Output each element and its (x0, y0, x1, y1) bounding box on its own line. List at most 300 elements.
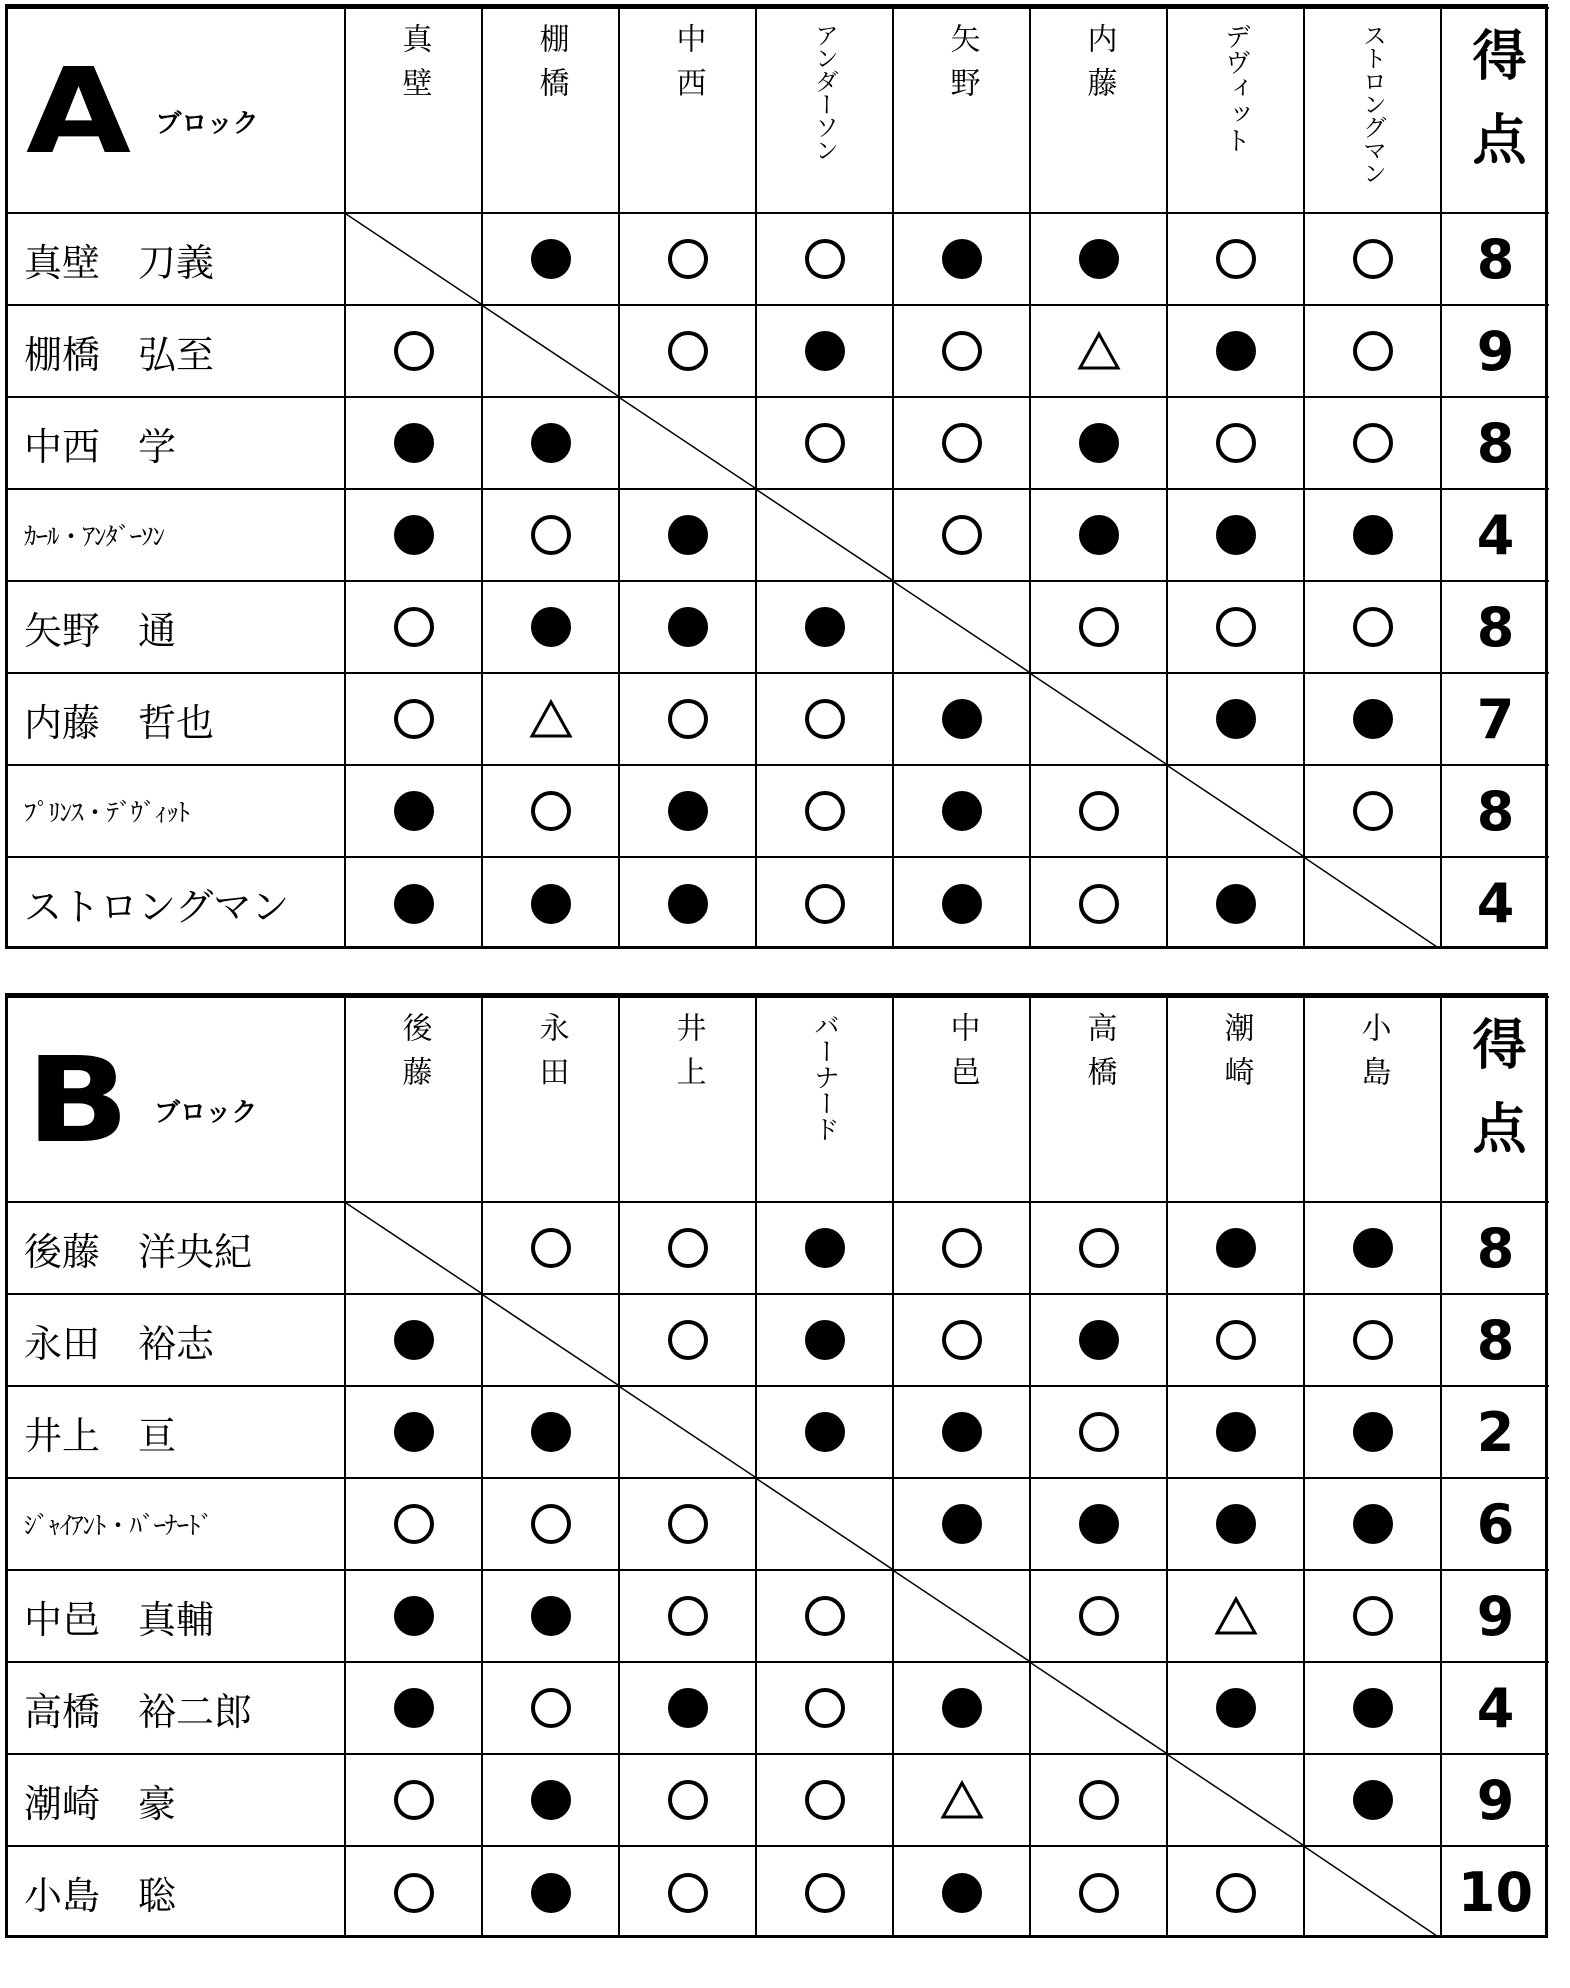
opponent-name: ストロングマン (1358, 23, 1387, 184)
result-cell (619, 1754, 756, 1846)
black-circle-icon (1079, 1504, 1119, 1544)
black-circle-icon (531, 1873, 571, 1913)
result-cell (345, 1570, 482, 1662)
white-circle-icon (394, 699, 434, 739)
black-circle-icon (942, 1873, 982, 1913)
diagonal-line (483, 1295, 618, 1385)
result-cell (345, 857, 482, 949)
opponent-header (1167, 8, 1304, 213)
result-cell (893, 489, 1030, 581)
opponent-name: 内藤 (1081, 23, 1117, 111)
result-cell (345, 1846, 482, 1938)
white-circle-icon (531, 1688, 571, 1728)
result-cell (619, 857, 756, 949)
wrestler-name: 後藤 洋央紀 (8, 1202, 345, 1294)
black-circle-icon (531, 239, 571, 279)
result-cell (1167, 673, 1304, 765)
opponent-header (345, 997, 482, 1202)
result-cell (756, 765, 893, 857)
diagonal-line (620, 398, 755, 488)
white-circle-icon (942, 331, 982, 371)
result-cell (1304, 489, 1441, 581)
diagonal-line (1168, 1755, 1303, 1845)
result-cell (482, 1202, 619, 1294)
result-cell (1030, 489, 1167, 581)
diagonal-line (894, 582, 1029, 672)
diagonal-line (757, 1479, 892, 1569)
white-circle-icon (1079, 791, 1119, 831)
score-header-label: 得点 (1464, 27, 1527, 195)
result-cell (482, 765, 619, 857)
black-circle-icon (531, 423, 571, 463)
white-circle-icon (805, 884, 845, 924)
result-cell (1167, 1570, 1304, 1662)
self-match-cell (345, 1202, 482, 1294)
white-circle-icon (668, 1320, 708, 1360)
white-circle-icon (531, 515, 571, 555)
white-circle-icon (942, 423, 982, 463)
result-cell (893, 1386, 1030, 1478)
wrestler-row (8, 1294, 1549, 1386)
result-cell (619, 213, 756, 305)
result-cell (1167, 857, 1304, 949)
result-cell (482, 1846, 619, 1938)
result-cell (482, 673, 619, 765)
result-cell (893, 857, 1030, 949)
opponent-name: 永田 (533, 1012, 569, 1100)
result-cell (893, 397, 1030, 489)
white-circle-icon (805, 699, 845, 739)
score-value: 10 (1441, 1846, 1549, 1938)
score-value: 8 (1441, 581, 1549, 673)
white-circle-icon (805, 1780, 845, 1820)
wrestler-row (8, 305, 1549, 397)
opponent-name: 真壁 (396, 23, 432, 111)
result-cell (1030, 765, 1167, 857)
black-circle-icon (805, 607, 845, 647)
black-circle-icon (394, 423, 434, 463)
black-circle-icon (805, 331, 845, 371)
result-cell (482, 397, 619, 489)
diagonal-line (1305, 1847, 1440, 1938)
result-cell (619, 489, 756, 581)
result-cell (756, 1202, 893, 1294)
black-circle-icon (942, 1504, 982, 1544)
result-cell (1304, 765, 1441, 857)
score-value: 9 (1441, 305, 1549, 397)
result-cell (1167, 305, 1304, 397)
result-cell (1304, 305, 1441, 397)
white-circle-icon (805, 423, 845, 463)
result-cell (482, 1386, 619, 1478)
opponent-header (893, 8, 1030, 213)
wrestler-name: 中邑 真輔 (8, 1570, 345, 1662)
score-value: 8 (1441, 1294, 1549, 1386)
white-circle-icon (668, 1873, 708, 1913)
result-cell (345, 305, 482, 397)
result-cell (619, 1294, 756, 1386)
black-circle-icon (1216, 1688, 1256, 1728)
score-header (1441, 8, 1549, 213)
score-value: 7 (1441, 673, 1549, 765)
opponent-header (619, 997, 756, 1202)
black-circle-icon (1079, 1320, 1119, 1360)
diagonal-line (346, 214, 481, 304)
wrestler-name: 永田 裕志 (8, 1294, 345, 1386)
black-circle-icon (1216, 1228, 1256, 1268)
triangle-icon (940, 1780, 984, 1820)
result-cell (756, 857, 893, 949)
wrestler-row (8, 1386, 1549, 1478)
opponent-header (345, 8, 482, 213)
black-circle-icon (668, 884, 708, 924)
diagonal-line (620, 1387, 755, 1477)
result-cell (619, 765, 756, 857)
score-value: 8 (1441, 765, 1549, 857)
black-circle-icon (394, 515, 434, 555)
score-value: 9 (1441, 1754, 1549, 1846)
black-circle-icon (805, 1228, 845, 1268)
opponent-header (893, 997, 1030, 1202)
result-cell (619, 1662, 756, 1754)
opponent-name: 高橋 (1081, 1012, 1117, 1100)
result-cell (619, 305, 756, 397)
self-match-cell (1167, 765, 1304, 857)
white-circle-icon (1216, 423, 1256, 463)
black-circle-icon (942, 884, 982, 924)
result-cell (893, 765, 1030, 857)
white-circle-icon (668, 1780, 708, 1820)
white-circle-icon (1079, 884, 1119, 924)
opponent-name: 矢野 (944, 23, 980, 111)
opponent-name: アンダーソン (810, 23, 839, 161)
black-circle-icon (942, 1688, 982, 1728)
white-circle-icon (805, 791, 845, 831)
black-circle-icon (805, 1320, 845, 1360)
result-cell (619, 1202, 756, 1294)
result-cell (1304, 1386, 1441, 1478)
white-circle-icon (1216, 1873, 1256, 1913)
result-cell (1304, 1570, 1441, 1662)
diagonal-line (757, 490, 892, 580)
self-match-cell (756, 489, 893, 581)
result-cell (1167, 1386, 1304, 1478)
result-cell (756, 1386, 893, 1478)
black-circle-icon (668, 791, 708, 831)
black-circle-icon (394, 1688, 434, 1728)
self-match-cell (893, 581, 1030, 673)
result-cell (1304, 397, 1441, 489)
result-cell (345, 1478, 482, 1570)
result-cell (893, 1754, 1030, 1846)
result-cell (893, 1294, 1030, 1386)
score-value: 4 (1441, 489, 1549, 581)
white-circle-icon (531, 1504, 571, 1544)
result-cell (1304, 1662, 1441, 1754)
white-circle-icon (942, 1228, 982, 1268)
black-circle-icon (394, 791, 434, 831)
score-header (1441, 997, 1549, 1202)
black-circle-icon (1079, 239, 1119, 279)
result-cell (893, 1478, 1030, 1570)
result-cell (756, 1570, 893, 1662)
wrestler-name: 井上 亘 (8, 1386, 345, 1478)
black-circle-icon (1353, 515, 1393, 555)
header-row (8, 997, 1549, 1202)
black-circle-icon (805, 1412, 845, 1452)
self-match-cell (482, 1294, 619, 1386)
result-cell (1167, 1202, 1304, 1294)
wrestler-row (8, 1478, 1549, 1570)
opponent-header (619, 8, 756, 213)
wrestler-row (8, 765, 1549, 857)
self-match-cell (345, 213, 482, 305)
black-circle-icon (668, 607, 708, 647)
black-circle-icon (531, 1412, 571, 1452)
black-circle-icon (668, 515, 708, 555)
result-cell (345, 489, 482, 581)
white-circle-icon (668, 1504, 708, 1544)
wrestler-name: 高橋 裕二郎 (8, 1662, 345, 1754)
black-circle-icon (1353, 1688, 1393, 1728)
self-match-cell (893, 1570, 1030, 1662)
result-cell (482, 489, 619, 581)
result-cell (1030, 1202, 1167, 1294)
diagonal-line (1031, 1663, 1166, 1753)
self-match-cell (482, 305, 619, 397)
score-value: 6 (1441, 1478, 1549, 1570)
black-circle-icon (1353, 1228, 1393, 1268)
black-circle-icon (531, 1780, 571, 1820)
black-circle-icon (1079, 515, 1119, 555)
wrestler-row (8, 1846, 1549, 1938)
black-circle-icon (1353, 699, 1393, 739)
diagonal-line (894, 1571, 1029, 1661)
black-circle-icon (942, 699, 982, 739)
white-circle-icon (531, 791, 571, 831)
opponent-name: 後藤 (396, 1012, 432, 1100)
result-cell (1167, 489, 1304, 581)
result-cell (756, 305, 893, 397)
result-cell (1030, 1478, 1167, 1570)
block-suffix: ブロック (153, 1098, 258, 1128)
opponent-header (482, 8, 619, 213)
result-cell (1030, 305, 1167, 397)
white-circle-icon (1353, 423, 1393, 463)
diagonal-line (1305, 858, 1440, 949)
white-circle-icon (394, 1504, 434, 1544)
result-cell (1304, 1478, 1441, 1570)
result-cell (1304, 213, 1441, 305)
opponent-name: 棚橋 (533, 23, 569, 111)
wrestler-name: ストロングマン (8, 857, 345, 949)
self-match-cell (619, 397, 756, 489)
white-circle-icon (1079, 1412, 1119, 1452)
opponent-name: 潮崎 (1218, 1012, 1254, 1100)
result-cell (756, 1294, 893, 1386)
white-circle-icon (1216, 239, 1256, 279)
block-a-table (5, 4, 1548, 949)
result-cell (756, 213, 893, 305)
wrestler-row (8, 857, 1549, 949)
wrestler-row (8, 1754, 1549, 1846)
block-title (8, 997, 345, 1202)
result-cell (1030, 1846, 1167, 1938)
opponent-name: デヴィット (1220, 23, 1251, 153)
white-circle-icon (1353, 791, 1393, 831)
result-cell (619, 1478, 756, 1570)
wrestler-row (8, 1570, 1549, 1662)
white-circle-icon (1353, 331, 1393, 371)
diagonal-line (346, 1203, 481, 1293)
black-circle-icon (942, 791, 982, 831)
white-circle-icon (394, 331, 434, 371)
white-circle-icon (1353, 239, 1393, 279)
wrestler-name: 潮崎 豪 (8, 1754, 345, 1846)
diagonal-line (483, 306, 618, 396)
black-circle-icon (394, 884, 434, 924)
black-circle-icon (1216, 515, 1256, 555)
opponent-header (1030, 997, 1167, 1202)
result-cell (756, 581, 893, 673)
result-cell (756, 397, 893, 489)
block-b-table (5, 993, 1548, 1938)
white-circle-icon (1353, 1320, 1393, 1360)
result-cell (1167, 213, 1304, 305)
league-table (8, 7, 1549, 949)
self-match-cell (1304, 1846, 1441, 1938)
black-circle-icon (531, 607, 571, 647)
result-cell (345, 1294, 482, 1386)
result-cell (1030, 213, 1167, 305)
black-circle-icon (531, 884, 571, 924)
result-cell (756, 1846, 893, 1938)
white-circle-icon (942, 515, 982, 555)
wrestler-row (8, 581, 1549, 673)
white-circle-icon (394, 1873, 434, 1913)
result-cell (893, 1846, 1030, 1938)
white-circle-icon (531, 1228, 571, 1268)
black-circle-icon (1353, 1412, 1393, 1452)
white-circle-icon (1079, 1228, 1119, 1268)
result-cell (1167, 1846, 1304, 1938)
wrestler-name: 小島 聡 (8, 1846, 345, 1938)
black-circle-icon (1216, 699, 1256, 739)
black-circle-icon (1353, 1504, 1393, 1544)
score-value: 2 (1441, 1386, 1549, 1478)
result-cell (345, 1754, 482, 1846)
result-cell (1167, 1478, 1304, 1570)
opponent-header (756, 8, 893, 213)
result-cell (345, 1386, 482, 1478)
wrestler-name: ｼﾞｬｲｱﾝﾄ・ﾊﾞｰﾅｰﾄﾞ (8, 1478, 345, 1570)
result-cell (619, 673, 756, 765)
wrestler-name: 中西 学 (8, 397, 345, 489)
self-match-cell (619, 1386, 756, 1478)
result-cell (1304, 1294, 1441, 1386)
white-circle-icon (668, 1596, 708, 1636)
black-circle-icon (1216, 1412, 1256, 1452)
opponent-header (1030, 8, 1167, 213)
self-match-cell (1304, 857, 1441, 949)
result-cell (482, 1570, 619, 1662)
wrestler-row (8, 1662, 1549, 1754)
score-value: 8 (1441, 397, 1549, 489)
score-value: 4 (1441, 1662, 1549, 1754)
result-cell (893, 305, 1030, 397)
opponent-header (1304, 997, 1441, 1202)
black-circle-icon (942, 239, 982, 279)
result-cell (1304, 673, 1441, 765)
white-circle-icon (1079, 1873, 1119, 1913)
triangle-icon (1214, 1596, 1258, 1636)
triangle-icon (529, 699, 573, 739)
result-cell (1304, 1202, 1441, 1294)
wrestler-row (8, 1202, 1549, 1294)
result-cell (482, 581, 619, 673)
black-circle-icon (1216, 1504, 1256, 1544)
black-circle-icon (1216, 884, 1256, 924)
black-circle-icon (394, 1412, 434, 1452)
wrestler-row (8, 673, 1549, 765)
score-value: 8 (1441, 1202, 1549, 1294)
opponent-header (1304, 8, 1441, 213)
result-cell (756, 673, 893, 765)
result-cell (482, 213, 619, 305)
opponent-header (756, 997, 893, 1202)
black-circle-icon (531, 1596, 571, 1636)
result-cell (345, 673, 482, 765)
score-value: 4 (1441, 857, 1549, 949)
result-cell (756, 1754, 893, 1846)
result-cell (482, 1662, 619, 1754)
white-circle-icon (805, 1688, 845, 1728)
result-cell (1167, 1662, 1304, 1754)
wrestler-name: 棚橋 弘至 (8, 305, 345, 397)
opponent-header (482, 997, 619, 1202)
white-circle-icon (1079, 1596, 1119, 1636)
wrestler-name: ﾌﾟﾘﾝｽ・ﾃﾞｳﾞｨｯﾄ (8, 765, 345, 857)
white-circle-icon (805, 1873, 845, 1913)
black-circle-icon (394, 1596, 434, 1636)
result-cell (1030, 1570, 1167, 1662)
white-circle-icon (1079, 1780, 1119, 1820)
result-cell (1167, 581, 1304, 673)
wrestler-name: 矢野 通 (8, 581, 345, 673)
white-circle-icon (1353, 1596, 1393, 1636)
result-cell (482, 1478, 619, 1570)
result-cell (1030, 1754, 1167, 1846)
triangle-icon (1077, 331, 1121, 371)
diagonal-line (1168, 766, 1303, 856)
black-circle-icon (394, 1320, 434, 1360)
result-cell (1030, 857, 1167, 949)
opponent-name: 中邑 (944, 1012, 980, 1100)
black-circle-icon (1079, 423, 1119, 463)
score-value: 9 (1441, 1570, 1549, 1662)
opponent-header (1167, 997, 1304, 1202)
header-row (8, 8, 1549, 213)
result-cell (345, 765, 482, 857)
self-match-cell (1167, 1754, 1304, 1846)
result-cell (1030, 1294, 1167, 1386)
result-cell (893, 673, 1030, 765)
white-circle-icon (668, 699, 708, 739)
diagonal-line (1031, 674, 1166, 764)
score-value: 8 (1441, 213, 1549, 305)
white-circle-icon (394, 1780, 434, 1820)
result-cell (1304, 581, 1441, 673)
